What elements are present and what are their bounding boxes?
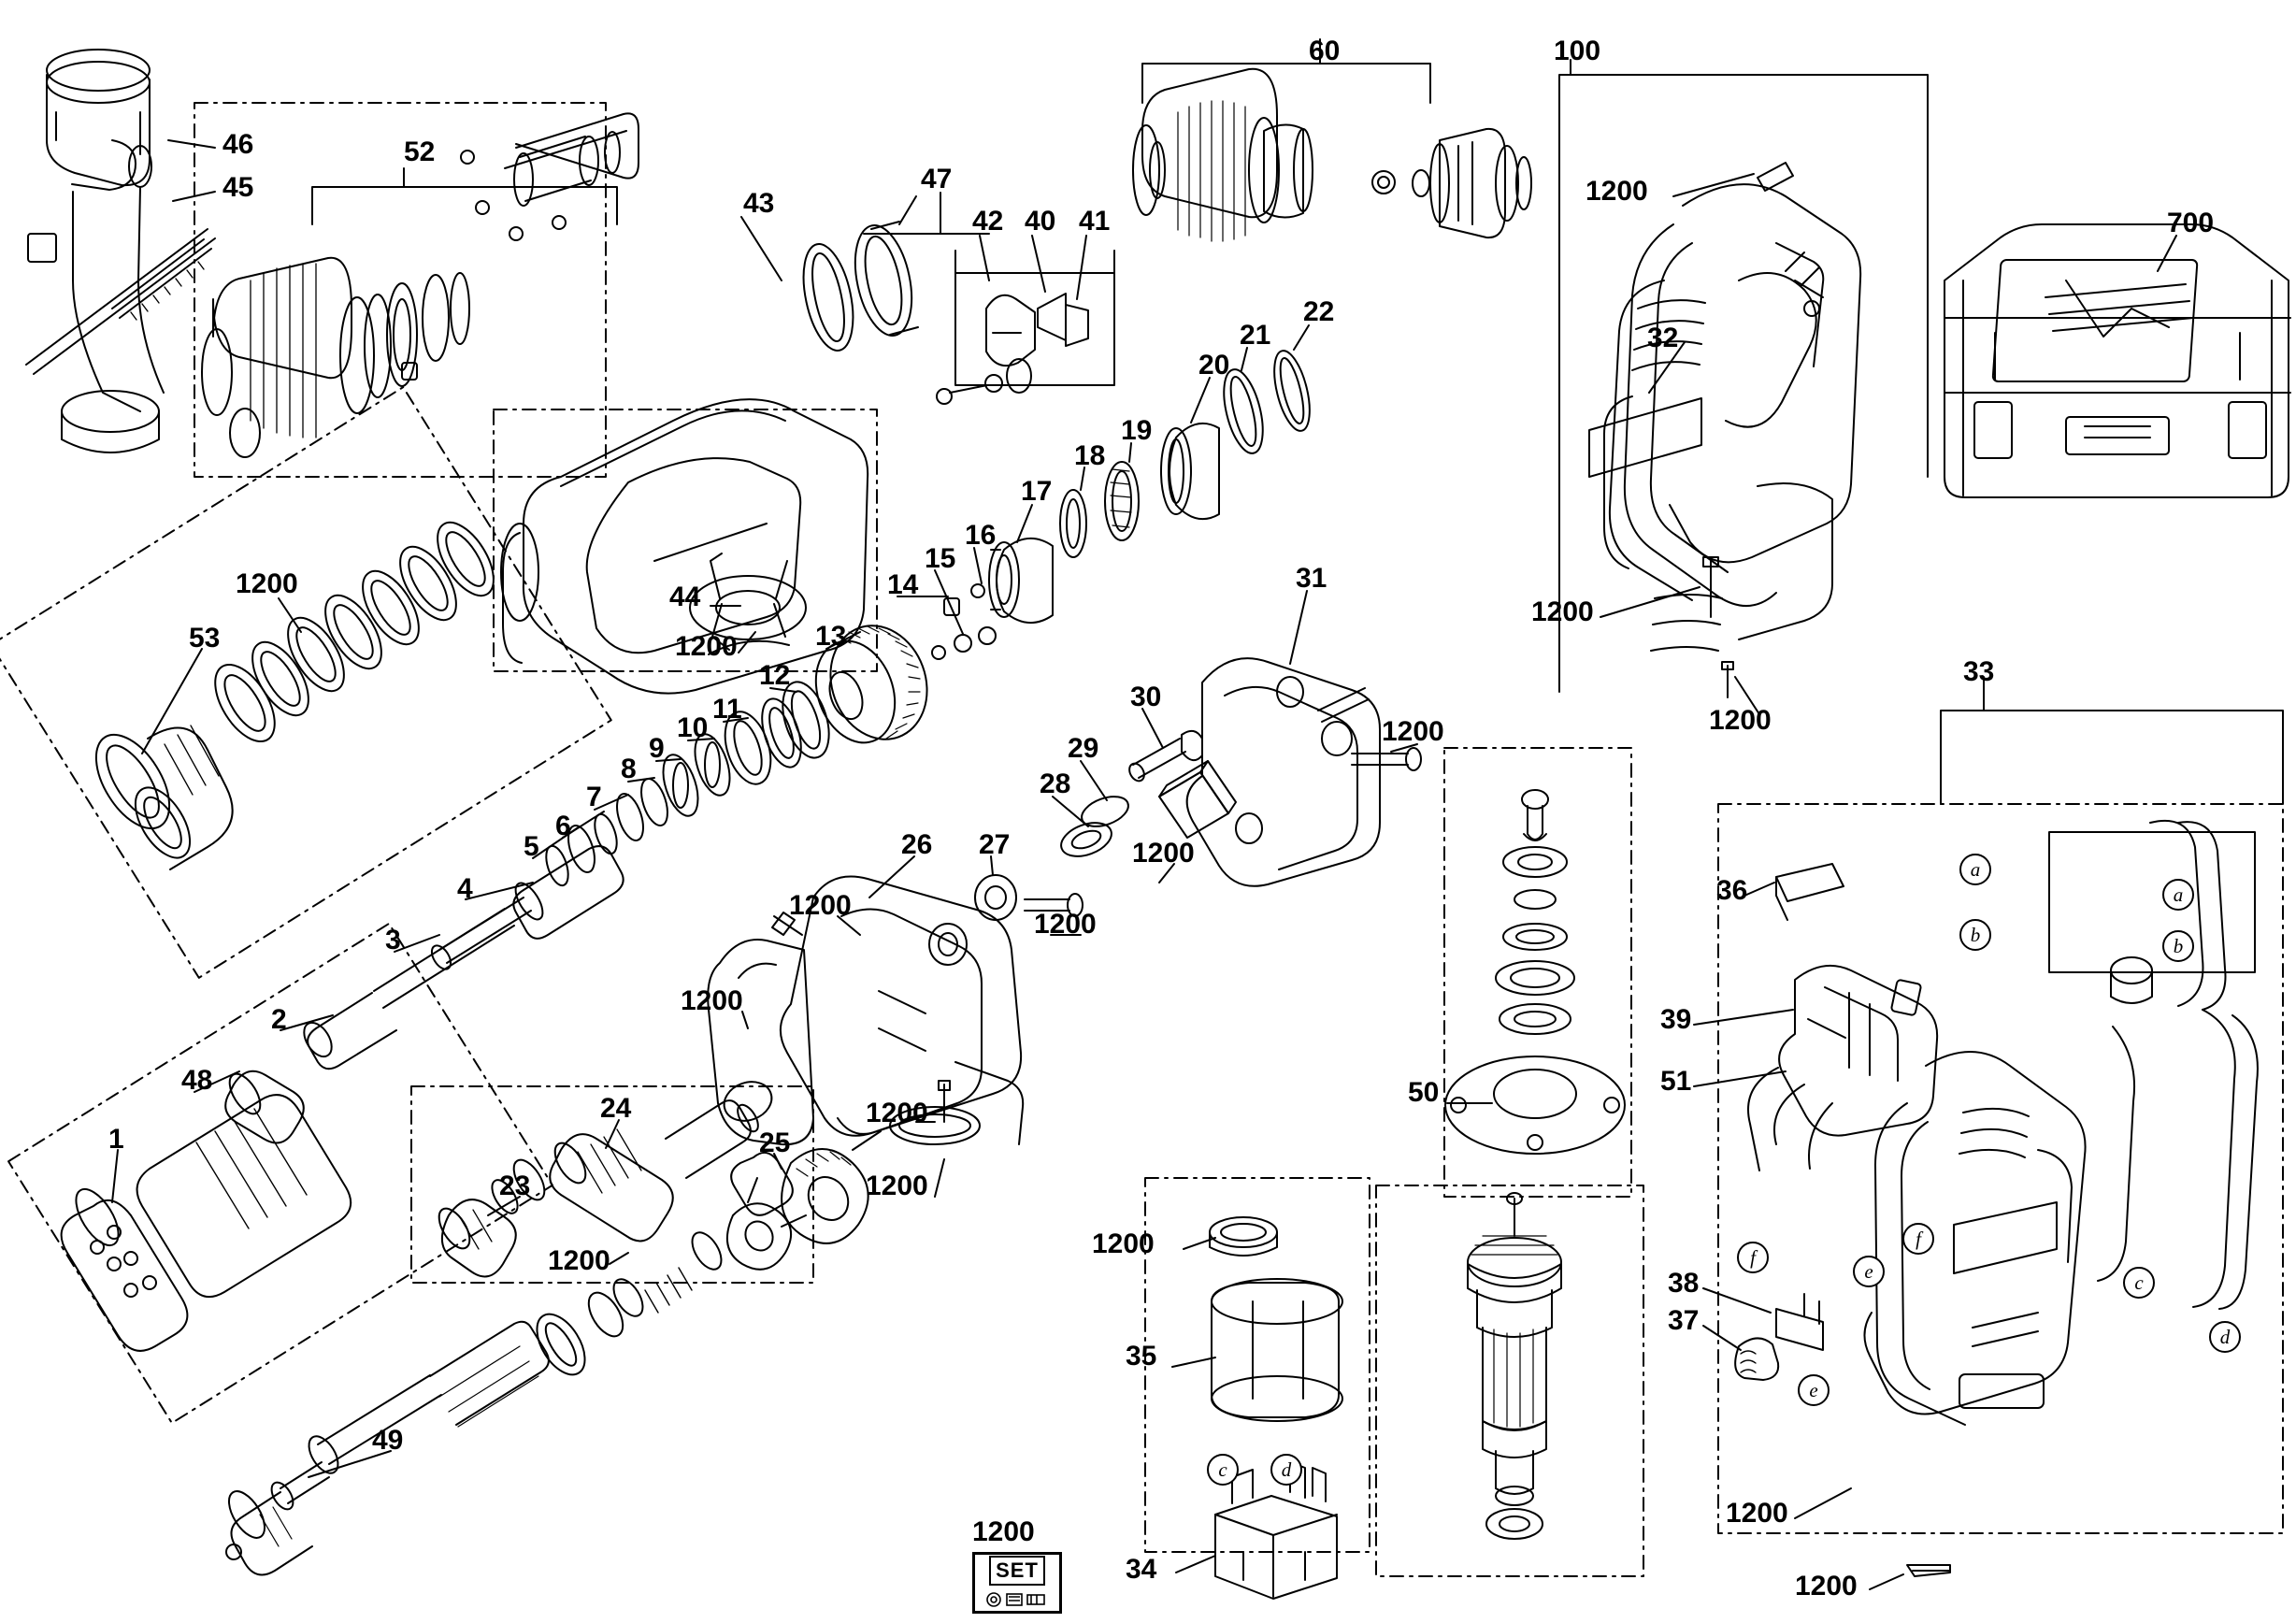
callout-34: 34 [1126, 1554, 1157, 1585]
part-sleeve-35 [1145, 1178, 1370, 1552]
callout-47: 47 [921, 164, 953, 194]
callout-44: 44 [669, 582, 701, 612]
set-kit-number: 1200 [972, 1516, 1035, 1547]
callout-1200-housing-top: 1200 [1586, 176, 1648, 207]
letter-e-lower: e [1798, 1374, 1830, 1406]
callout-14: 14 [887, 569, 919, 600]
callout-49: 49 [372, 1425, 404, 1456]
grouping-brackets [312, 36, 2283, 804]
part-housing-100 [1589, 163, 1860, 697]
callout-24: 24 [600, 1093, 632, 1124]
part-spindle-49 [222, 1127, 881, 1575]
callout-18: 18 [1074, 440, 1106, 471]
part-armature [1376, 1185, 1643, 1576]
callout-16: 16 [965, 520, 997, 551]
part-chuck-60 [1133, 69, 1531, 241]
callout-52: 52 [404, 136, 436, 167]
callout-35: 35 [1126, 1341, 1157, 1372]
part-case-700 [1944, 224, 2290, 497]
callout-3: 3 [385, 925, 401, 955]
callout-13: 13 [815, 621, 847, 652]
callout-53: 53 [189, 623, 221, 654]
callout-39: 39 [1660, 1004, 1692, 1035]
callout-100: 100 [1554, 36, 1601, 66]
callout-9: 9 [649, 733, 665, 764]
callout-1200-bearing: 1200 [1034, 909, 1097, 940]
callout-1200-handle-screw: 1200 [1795, 1571, 1858, 1601]
callout-60: 60 [1309, 36, 1341, 66]
callout-700: 700 [2167, 208, 2215, 238]
callout-2: 2 [271, 1004, 287, 1035]
callout-42: 42 [972, 206, 1004, 237]
callout-1200-44: 1200 [675, 631, 738, 662]
callout-1200-rings: 1200 [236, 568, 298, 599]
part-shaft-3 [298, 909, 514, 1069]
callout-25: 25 [759, 1127, 791, 1158]
callout-1200-23: 1200 [548, 1245, 610, 1276]
part-sleeve-4 [428, 846, 624, 972]
callout-1200-seal: 1200 [866, 1171, 928, 1201]
callout-48: 48 [181, 1065, 213, 1096]
callout-4: 4 [457, 873, 473, 904]
callout-36: 36 [1716, 875, 1748, 906]
callout-1200-brush: 1200 [1132, 838, 1195, 869]
callout-20: 20 [1198, 350, 1230, 381]
callout-37: 37 [1668, 1305, 1700, 1336]
callout-15: 15 [925, 543, 956, 574]
callout-8: 8 [621, 754, 637, 784]
callout-1200-housing-mid: 1200 [1531, 596, 1594, 627]
callout-1: 1 [108, 1124, 124, 1155]
callout-6: 6 [555, 811, 571, 841]
callout-40: 40 [1025, 206, 1056, 237]
part-cluster-42-41 [937, 273, 1114, 404]
callout-38: 38 [1668, 1268, 1700, 1299]
letter-a-wire: a [2162, 879, 2194, 911]
callout-10: 10 [677, 712, 709, 743]
part-brushholder-34 [1215, 1462, 1337, 1599]
callout-1200-31: 1200 [1382, 716, 1444, 747]
callout-32: 32 [1647, 323, 1679, 353]
part-pins-14-16 [932, 584, 996, 659]
letter-c-brush: c [1207, 1454, 1239, 1486]
callout-46: 46 [222, 129, 254, 160]
callout-1200-gasket: 1200 [681, 985, 743, 1016]
callout-21: 21 [1240, 320, 1271, 351]
callout-1200-35: 1200 [1092, 1228, 1155, 1259]
callout-1200-oring: 1200 [866, 1098, 928, 1128]
callout-1200-gearcase: 1200 [789, 890, 852, 921]
callout-43: 43 [743, 188, 775, 219]
letter-d-brush: d [1270, 1454, 1302, 1486]
part-gearcase-31 [1187, 658, 1421, 886]
part-side-handle [26, 50, 215, 452]
callout-29: 29 [1068, 733, 1099, 764]
set-kit-icon [984, 1589, 1050, 1610]
set-kit-text: SET [989, 1556, 1045, 1586]
callout-19: 19 [1121, 415, 1153, 446]
callout-11: 11 [712, 694, 742, 725]
part-cylinder-2 [8, 924, 552, 1423]
letter-e-upper: e [1853, 1256, 1885, 1287]
callout-12: 12 [759, 660, 791, 691]
callout-27: 27 [979, 829, 1011, 860]
letter-b-switch: b [1959, 919, 1991, 951]
callout-23: 23 [499, 1171, 531, 1201]
letter-d-wire: d [2209, 1321, 2241, 1353]
callout-30: 30 [1130, 682, 1162, 712]
callout-51: 51 [1660, 1066, 1692, 1097]
part-brush-30 [1159, 761, 1236, 838]
callout-17: 17 [1021, 476, 1053, 507]
callout-33: 33 [1963, 656, 1995, 687]
letter-a-switch: a [1959, 854, 1991, 885]
callout-1200-housing-bottom: 1200 [1709, 705, 1772, 736]
letter-f-right: f [1902, 1223, 1934, 1255]
letter-c-wire: c [2123, 1267, 2155, 1299]
callout-26: 26 [901, 829, 933, 860]
part-rings-47 [795, 220, 920, 354]
callout-22: 22 [1303, 296, 1335, 327]
callout-1200-handle: 1200 [1726, 1498, 1788, 1529]
callout-28: 28 [1040, 768, 1071, 799]
set-kit-box [972, 1552, 1062, 1614]
callout-41: 41 [1079, 206, 1111, 237]
callout-50: 50 [1408, 1077, 1440, 1108]
callout-31: 31 [1296, 563, 1327, 594]
part-rings-53 [0, 387, 611, 978]
callout-5: 5 [524, 831, 539, 862]
letter-b-wire: b [2162, 930, 2194, 962]
callout-7: 7 [586, 782, 602, 812]
part-column-50 [1444, 748, 1631, 1197]
letter-f-left: f [1737, 1242, 1769, 1273]
callout-45: 45 [222, 172, 254, 203]
part-group-33 [1718, 804, 2283, 1576]
